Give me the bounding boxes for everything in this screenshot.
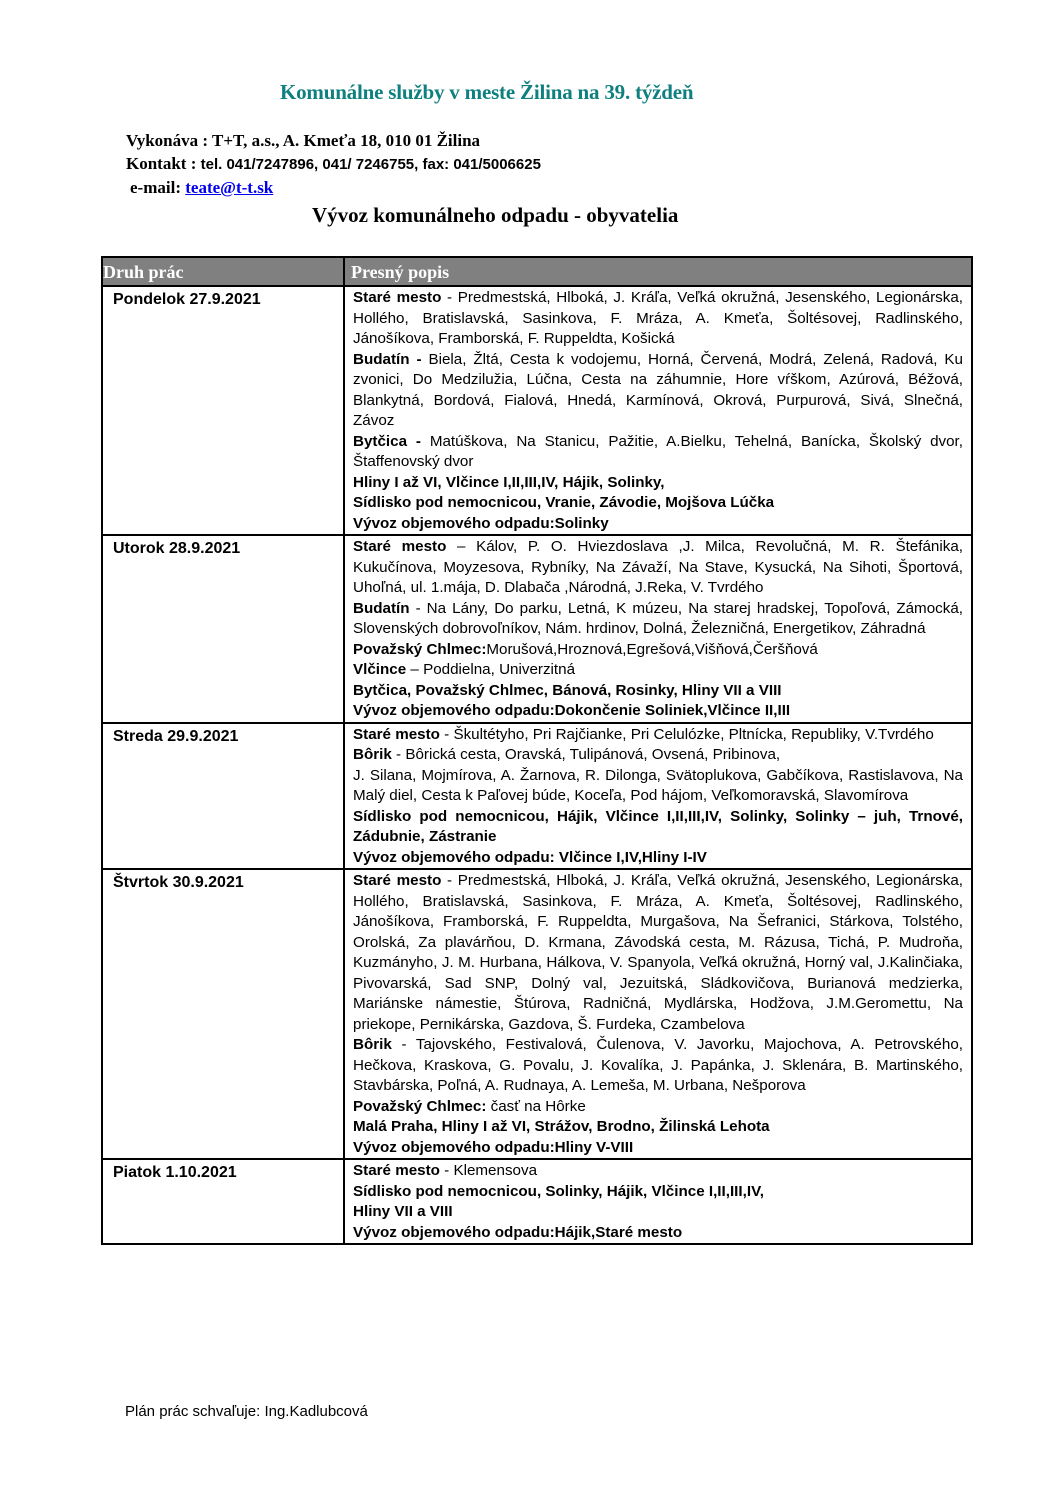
area-name: Vývoz objemového odpadu:Hliny V-VIII <box>353 1138 634 1156</box>
description-line <box>353 745 963 766</box>
street-list: - Škultétyho, Pri Rajčianke, Pri Celulózke, Pltnícka, Republiky, V.Tvrdého <box>439 725 934 743</box>
description-cell <box>344 1159 972 1244</box>
description-line <box>353 1035 963 1097</box>
street-list: - Klemensova <box>439 1162 538 1179</box>
street-list: - Predmestská, Hlboká, J. Kráľa, Veľká okružná, Jesenského, Legionárska, Hollého, Bratislavská, Sasinkova, F. Mráza, A. Kmeťa, Šoltésovej, Radlinského, Jánošíkova, Framborská, F. Ruppeldta, Murgašova, Na Šefranici, Stárkova, Tolstého, Orolská, Za plavárňou, D. Krmana, Závodská cesta, M. Rázusa, Tichá, P. Mudroňa, Kuzmányho, J. M. Hurbana, Hálkova, V. Spanyola, Veľká okružná, Horný val, J.Kalinčiaka, Pivovarská, Sad SNP, Dolný val, Jezuitská, Sládkovičova, Burianová medzierka, Mariánske námestie, Štúrova, Radničná, Mydlárska, Hodžova, J.M.Geromettu, Na priekope, Pernikárska, Gazdova, Š. Furdeka, Czambelova <box>353 872 963 1033</box>
street-list: Morušová,Hroznová,Egrešová,Višňová,Čeršňová <box>486 640 818 658</box>
description-line <box>353 1138 963 1159</box>
description-line <box>353 350 963 432</box>
executor-line <box>126 131 480 151</box>
street-list: - Predmestská, Hlboká, J. Kráľa, Veľká okružná, Jesenského, Legionárska, Hollého, Bratislavská, Sasinkova, F. Mráza, A. Kmeťa, Šoltésovej, Radlinského, Jánošíkova, Framborská, F. Ruppeldta, Košická <box>353 289 963 347</box>
contact-value: tel. 041/7247896, 041/ 7246755, fax: 041/5006625 <box>200 156 541 173</box>
description-line <box>353 766 963 807</box>
approval-note: Plán prác schvaľuje: Ing.Kadlubcová <box>125 1403 368 1420</box>
day-cell: Pondelok 27.9.2021 <box>102 286 344 535</box>
table-row <box>102 723 972 870</box>
day-cell: Piatok 1.10.2021 <box>102 1159 344 1244</box>
area-name: Sídlisko pod nemocnicou, Hájik, Vlčince I,II,III,IV, Solinky, Solinky – juh, Trnové, Zádubnie, Zástranie <box>353 807 963 845</box>
street-list: časť na Hôrke <box>486 1097 586 1115</box>
area-name: Vývoz objemového odpadu:Hájik,Staré mesto <box>353 1223 683 1241</box>
street-list: - Na Lány, Do parku, Letná, K múzeu, Na starej hradskej, Topoľová, Zámocká, Slovenských dobrovoľníkov, Nám. hrdinov, Dolná, Železničná, Energetikov, Záhradná <box>353 599 963 637</box>
table-row <box>102 869 972 1159</box>
day-cell: Streda 29.9.2021 <box>102 723 344 870</box>
description-line <box>353 599 963 640</box>
description-cell <box>344 869 972 1159</box>
street-list: J. Silana, Mojmírova, A. Žarnova, R. Dilonga, Svätoplukova, Gabčíkova, Rastislavova, Na Malý diel, Cesta k Paľovej búde, Koceľa, Pod hájom, Veľkomoravská, Slavomírova <box>353 766 963 804</box>
description-line <box>353 681 963 702</box>
area-name: Považský Chlmec: <box>353 1097 487 1115</box>
description-line <box>353 1117 963 1138</box>
description-line <box>353 848 963 869</box>
area-name: Vývoz objemového odpadu:Solinky <box>353 514 609 532</box>
area-name: Staré mesto <box>353 1162 440 1179</box>
description-line <box>353 432 963 473</box>
description-line <box>353 514 963 535</box>
street-list: – Poddielna, Univerzitná <box>406 661 576 678</box>
area-name: Staré mesto <box>353 872 442 889</box>
area-name: Sídlisko pod nemocnicou, Vranie, Závodie, Mojšova Lúčka <box>353 494 775 511</box>
page-subtitle: Vývoz komunálneho odpadu - obyvatelia <box>312 203 679 227</box>
description-cell <box>344 535 972 723</box>
executor-label: Vykonáva : <box>126 131 212 150</box>
area-name: Hliny VII a VIII <box>353 1203 453 1220</box>
contact-label: Kontakt : <box>126 154 201 173</box>
description-line <box>353 537 963 599</box>
email-link[interactable]: teate@t-t.sk <box>185 178 274 197</box>
description-line <box>353 807 963 848</box>
description-cell <box>344 723 972 870</box>
area-name: Budatín - <box>353 350 429 368</box>
schedule-table <box>101 256 973 1245</box>
street-list: Matúškova, Na Stanicu, Pažitie, A.Bielku, Tehelná, Banícka, Školský dvor, Štaffenovský dvor <box>353 432 963 470</box>
area-name: Staré mesto <box>353 725 440 743</box>
description-line <box>353 1161 963 1182</box>
description-line <box>353 725 963 746</box>
table-header-row <box>102 257 972 286</box>
description-line <box>353 473 963 494</box>
description-line <box>353 660 963 681</box>
executor-value: T+T, a.s., A. Kmeťa 18, 010 01 Žilina <box>211 131 481 150</box>
street-list: Biela, Žltá, Cesta k vodojemu, Horná, Červená, Modrá, Zelená, Radová, Ku zvonici, Do Medzilužia, Lúčna, Cesta na záhumnie, Hore vŕškom, Azúrová, Béžová, Blankytná, Bordová, Fialová, Hnedá, Karmínová, Okrová, Purpurová, Sivá, Slnečná, Závoz <box>353 350 963 429</box>
description-line <box>353 1223 963 1244</box>
area-name: Bytčica - <box>353 432 430 450</box>
area-name: Staré mesto <box>353 538 447 555</box>
area-name: Hliny I až VI, Vlčince I,II,III,IV, Hájik, Solinky, <box>353 473 665 491</box>
contact-line <box>126 154 541 174</box>
area-name: Vývoz objemového odpadu:Dokončenie Soliniek,Vlčince II,III <box>353 702 791 719</box>
area-name: Bôrik <box>353 1036 392 1053</box>
description-line <box>353 1097 963 1118</box>
day-cell: Štvrtok 30.9.2021 <box>102 869 344 1159</box>
description-line <box>353 1182 963 1203</box>
table-row <box>102 1159 972 1244</box>
area-name: Bôrik <box>353 746 392 763</box>
table-row <box>102 535 972 723</box>
street-list: - Bôrická cesta, Oravská, Tulipánová, Ovsená, Pribinova, <box>391 746 781 763</box>
area-name: Bytčica, Považský Chlmec, Bánová, Rosinky, Hliny VII a VIII <box>353 681 782 699</box>
table-row <box>102 286 972 535</box>
description-line <box>353 640 963 661</box>
email-label: e-mail: <box>130 178 186 197</box>
area-name: Vlčince <box>353 661 407 678</box>
area-name: Sídlisko pod nemocnicou, Solinky, Hájik, Vlčince I,II,III,IV, <box>353 1182 765 1200</box>
area-name: Považský Chlmec: <box>353 640 487 658</box>
description-line <box>353 493 963 514</box>
description-line <box>353 288 963 350</box>
email-line <box>130 178 273 198</box>
street-list: - Tajovského, Festivalová, Čulenova, V. Javorku, Majochova, A. Petrovského, Hečkova, Kraskova, G. Povalu, J. Kovalíka, J. Papánka, J. Sklenára, B. Martinského, Stavbárska, Poľná, A. Rudnaya, A. Lemeša, M. Urbana, Nešporova <box>353 1036 963 1094</box>
description-line <box>353 701 963 722</box>
description-line <box>353 871 963 1035</box>
column-header-work-type: Druh prác <box>102 257 344 286</box>
area-name: Malá Praha, Hliny I až VI, Strážov, Brodno, Žilinská Lehota <box>353 1118 770 1135</box>
area-name: Budatín <box>353 599 410 617</box>
day-cell: Utorok 28.9.2021 <box>102 535 344 723</box>
area-name: Staré mesto <box>353 289 442 306</box>
description-cell <box>344 286 972 535</box>
description-line <box>353 1202 963 1223</box>
page-title: Komunálne služby v meste Žilina na 39. týždeň <box>280 80 694 104</box>
street-list: – Kálov, P. O. Hviezdoslava ,J. Milca, Revolučná, M. R. Štefánika, Kukučínova, Moyzesova, Rybníky, Na Závaží, Na Stave, Kysucká, Na Sihoti, Športová, Uhoľná, ul. 1.mája, D. Dlabača ,Národná, J.Reka, V. Tvrdého <box>353 538 963 596</box>
area-name: Vývoz objemového odpadu: Vlčince I,IV,Hliny I-IV <box>353 848 707 866</box>
column-header-description: Presný popis <box>344 257 972 286</box>
